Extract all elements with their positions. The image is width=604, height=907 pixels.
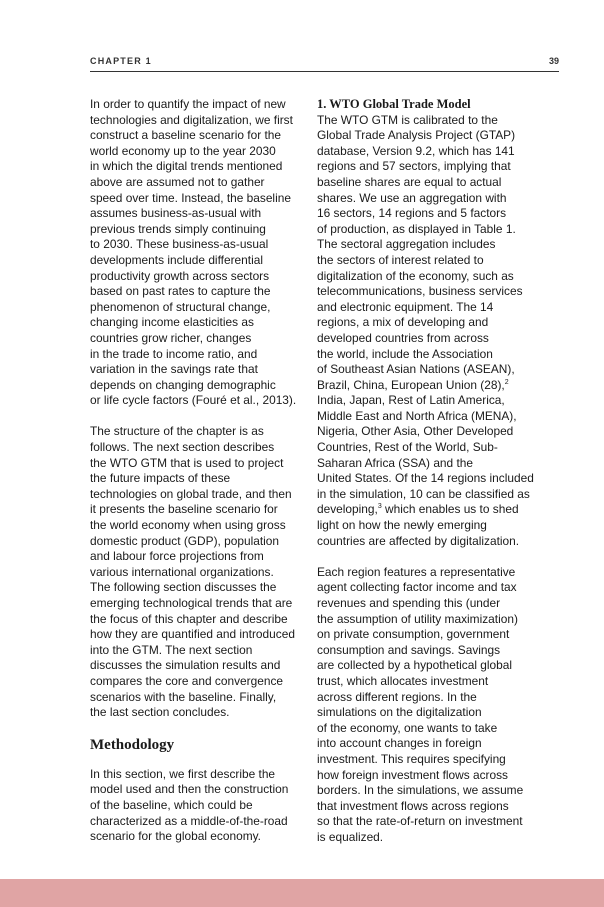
section-heading-methodology: Methodology: [90, 736, 175, 753]
intro-paragraph: In order to quantify the impact of new technologies and digitalization, we first construct a baseline scenario for the world economy up to the year 2030 in which the digital trends mentioned above are assumed not to gather speed over time. Instead, the baseline assumes business-as-usual with previous trends simply continuing to 2030. These business-as-usual developments include differential productivity growth across sectors based on past rates to capture the phenomenon of structural change, changing income elasticities as countries grow richer, changes in the trade to income ratio, and variation in the savings rate that depends on changing demographic or life cycle factors (Fouré et al., 2013).: [90, 97, 297, 408]
structure-paragraph: The structure of the chapter is as follows. The next section describes the WTO GTM that is used to project the future impacts of these technologies on global trade, and then it presents the baseline scenario for the world economy when using gross domestic product (GDP), population and labour force projections from various international organizations. The following section discusses the emerging technological trends that are the focus of this chapter and describe how they are quantified and introduced into the GTM. The next section discusses the simulation results and compares the core and convergence scenarios with the baseline. Finally, the last section concludes.: [90, 424, 295, 720]
chapter-label: CHAPTER 1: [90, 56, 152, 66]
methodology-paragraph: In this section, we first describe the model used and then the construction of the baseline, which could be characterized as a middle-of-the-road scenario for the global economy.: [90, 766, 289, 844]
gtm-text-part-b: India, Japan, Rest of Latin America, Middle East and North Africa (MENA), Nigeria, Other Asia, Other Developed Countries, Rest of the World, Sub- Saharan Africa (SSA) and the United States. Of the 14 regions included in the simulation, 10 can be classified as developing,: [317, 393, 534, 517]
gtm-paragraph: [317, 113, 539, 550]
gtm-text-part-c: which enables us to shed light on how the newly emerging countries are affected by digitalization.: [317, 502, 520, 548]
footnote-ref-3[interactable]: 3: [377, 503, 382, 511]
page-number: 39: [548, 56, 559, 66]
running-header: [90, 56, 559, 72]
footer-band: [0, 879, 604, 907]
left-column: [90, 97, 302, 845]
gtm-text-part-a: The WTO GTM is calibrated to the Global Trade Analysis Project (GTAP) database, Version 9.2, which has 141 regions and 57 sectors, implying that baseline shares are equal to actual shares. We use an aggregation with 16 sectors, 14 regions and 5 factors of production, as displayed in Table 1. The sectoral aggregation includes the sectors of interest related to digitalization of the economy, such as telecommunications, business services and electronic equipment. The 14 regions, a mix of developing and developed countries from across the world, include the Association of Southeast Asian Nations (ASEAN), Brazil, China, European Union (28),: [317, 112, 523, 392]
region-agent-paragraph: Each region features a representative agent collecting factor income and tax revenues and spending this (under the assumption of utility maximization) on private consumption, government consumption and savings. Savings are collected by a hypothetical global trust, which allocates investment across different regions. In the simulations on the digitalization of the economy, one wants to take into account changes in foreign investment. This requires specifying how foreign investment flows across borders. In the simulations, we assume that investment flows across regions so that the rate-of-return on investment is equalized.: [317, 564, 524, 844]
footnote-ref-2[interactable]: 2: [504, 378, 509, 386]
right-column: [317, 97, 539, 846]
header-rule: [90, 71, 559, 72]
subsection-heading-gtm: 1. WTO Global Trade Model: [317, 97, 471, 111]
